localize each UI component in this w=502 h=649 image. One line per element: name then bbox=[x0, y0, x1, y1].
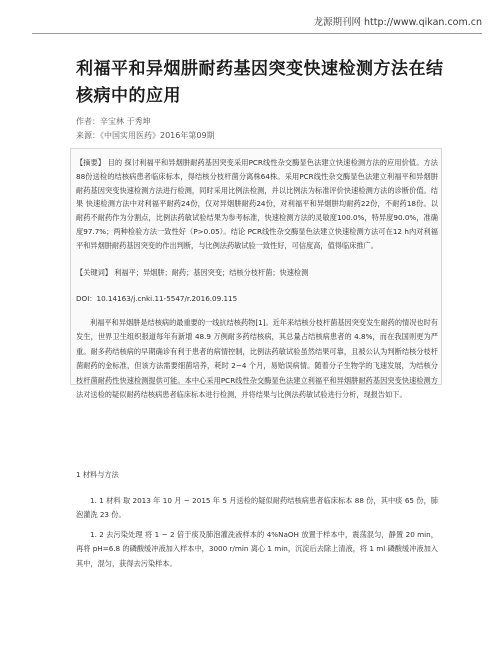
keywords: 【关键词】 利福平；异烟肼；耐药；基因突变；结核分枝杆菌；快速检测 bbox=[76, 268, 309, 277]
article-title: 利福平和异烟肼耐药基因突变快速检测方法在结核病中的应用 bbox=[76, 59, 444, 106]
intro-paragraph: 利福平和异烟肼是结核病的最重要的一线抗结核药物[1]。近年来结核分枝杆菌基因突变发生耐药的情况也时有发生，世界卫生组织报道每年有新增 48.9 万例耐多药结核病，其总量占结核病患者的 4.8%，而在我国则更为严重。耐多药结核病的早期确诊有利于患者的病情控制，比例法药敏试验虽然结果可靠，且被公认为判断结核分枝杆菌耐药的金标准，但该方法需要细菌培养，耗时 2~4 个月，易贻误病情。随着分子生物学的飞速发展，为结核分枝杆菌耐药性快速检测提供可能。本中心采用PCR线性杂交酶显色法建立利福平和异烟肼耐药基因突变快速检测方法对送检的疑似耐药结核病患者临床标本进行检测，并将结果与比例法药敏试验进行分析，现报告如下。 bbox=[76, 318, 438, 400]
source-line: 来源：《中国实用医药》2016年第09期 bbox=[76, 131, 215, 140]
abstract-text: 【摘要】 目的 探讨利福平和异烟肼耐药基因突变采用PCR线性杂交酶显色法建立快速检测方法的应用价值。方法 88份送检的结核病患者临床标本，得结核分枝杆菌分离株64株。采用PCR线性杂交酶显色法建立利福平和异烟肼耐药基因突变快速检测方法进行检测，同时采用比例法检测，并以比例法为标准评价快速检测方法的诊断价值。结果 快速检测方法中对利福平耐药24份，仅对异烟肼耐药24份，对利福平和异烟肼均耐药22份，不耐药18份。以耐药不耐药作为分割点，比例法药敏试验结果为参考标准，快速检测方法的灵敏度100.0%，特异度90.0%，准确度97.7%；两种检验方法一致性好（P>0.05）。结论 PCR线性杂交酶显色法建立快速检测方法可在12 h内对利福平和异烟肼耐药基因突变的作出判断，与比例法药敏试验一致性好，可信度高，值得临床推广。 bbox=[76, 158, 438, 250]
doi: DOI：10.14163/j.cnki.11-5547/r.2016.09.115 bbox=[76, 294, 238, 303]
site-header: 龙源期刊网 http://www.qikan.com.cn bbox=[313, 17, 482, 28]
author-line: 作者：辛宝林 于秀坤 bbox=[76, 117, 151, 126]
header-divider bbox=[32, 33, 482, 34]
section-heading: 1 材料与方法 bbox=[76, 470, 119, 479]
materials-paragraph: 1. 1 材料 取 2013 年 10 月 ~ 2015 年 5 月送检的疑似耐药结核病患者临床标本 88 份，其中痰 65 份，肺泡灌洗 23 份。 bbox=[76, 496, 438, 520]
decontamination-paragraph: 1. 2 去污染处理 将 1 ~ 2 倍于痰及肺泡灌洗液样本的 4%NaOH 放置于样本中，震荡混匀，静置 20 min，再将 pH=6.8 的磷酸缓冲液加入样本中，3000 r/min 离心 1 min，沉淀后去除上清液，将 1 ml 磷酸缓冲液加入其中，混匀，获得去污染样本。 bbox=[76, 530, 438, 568]
